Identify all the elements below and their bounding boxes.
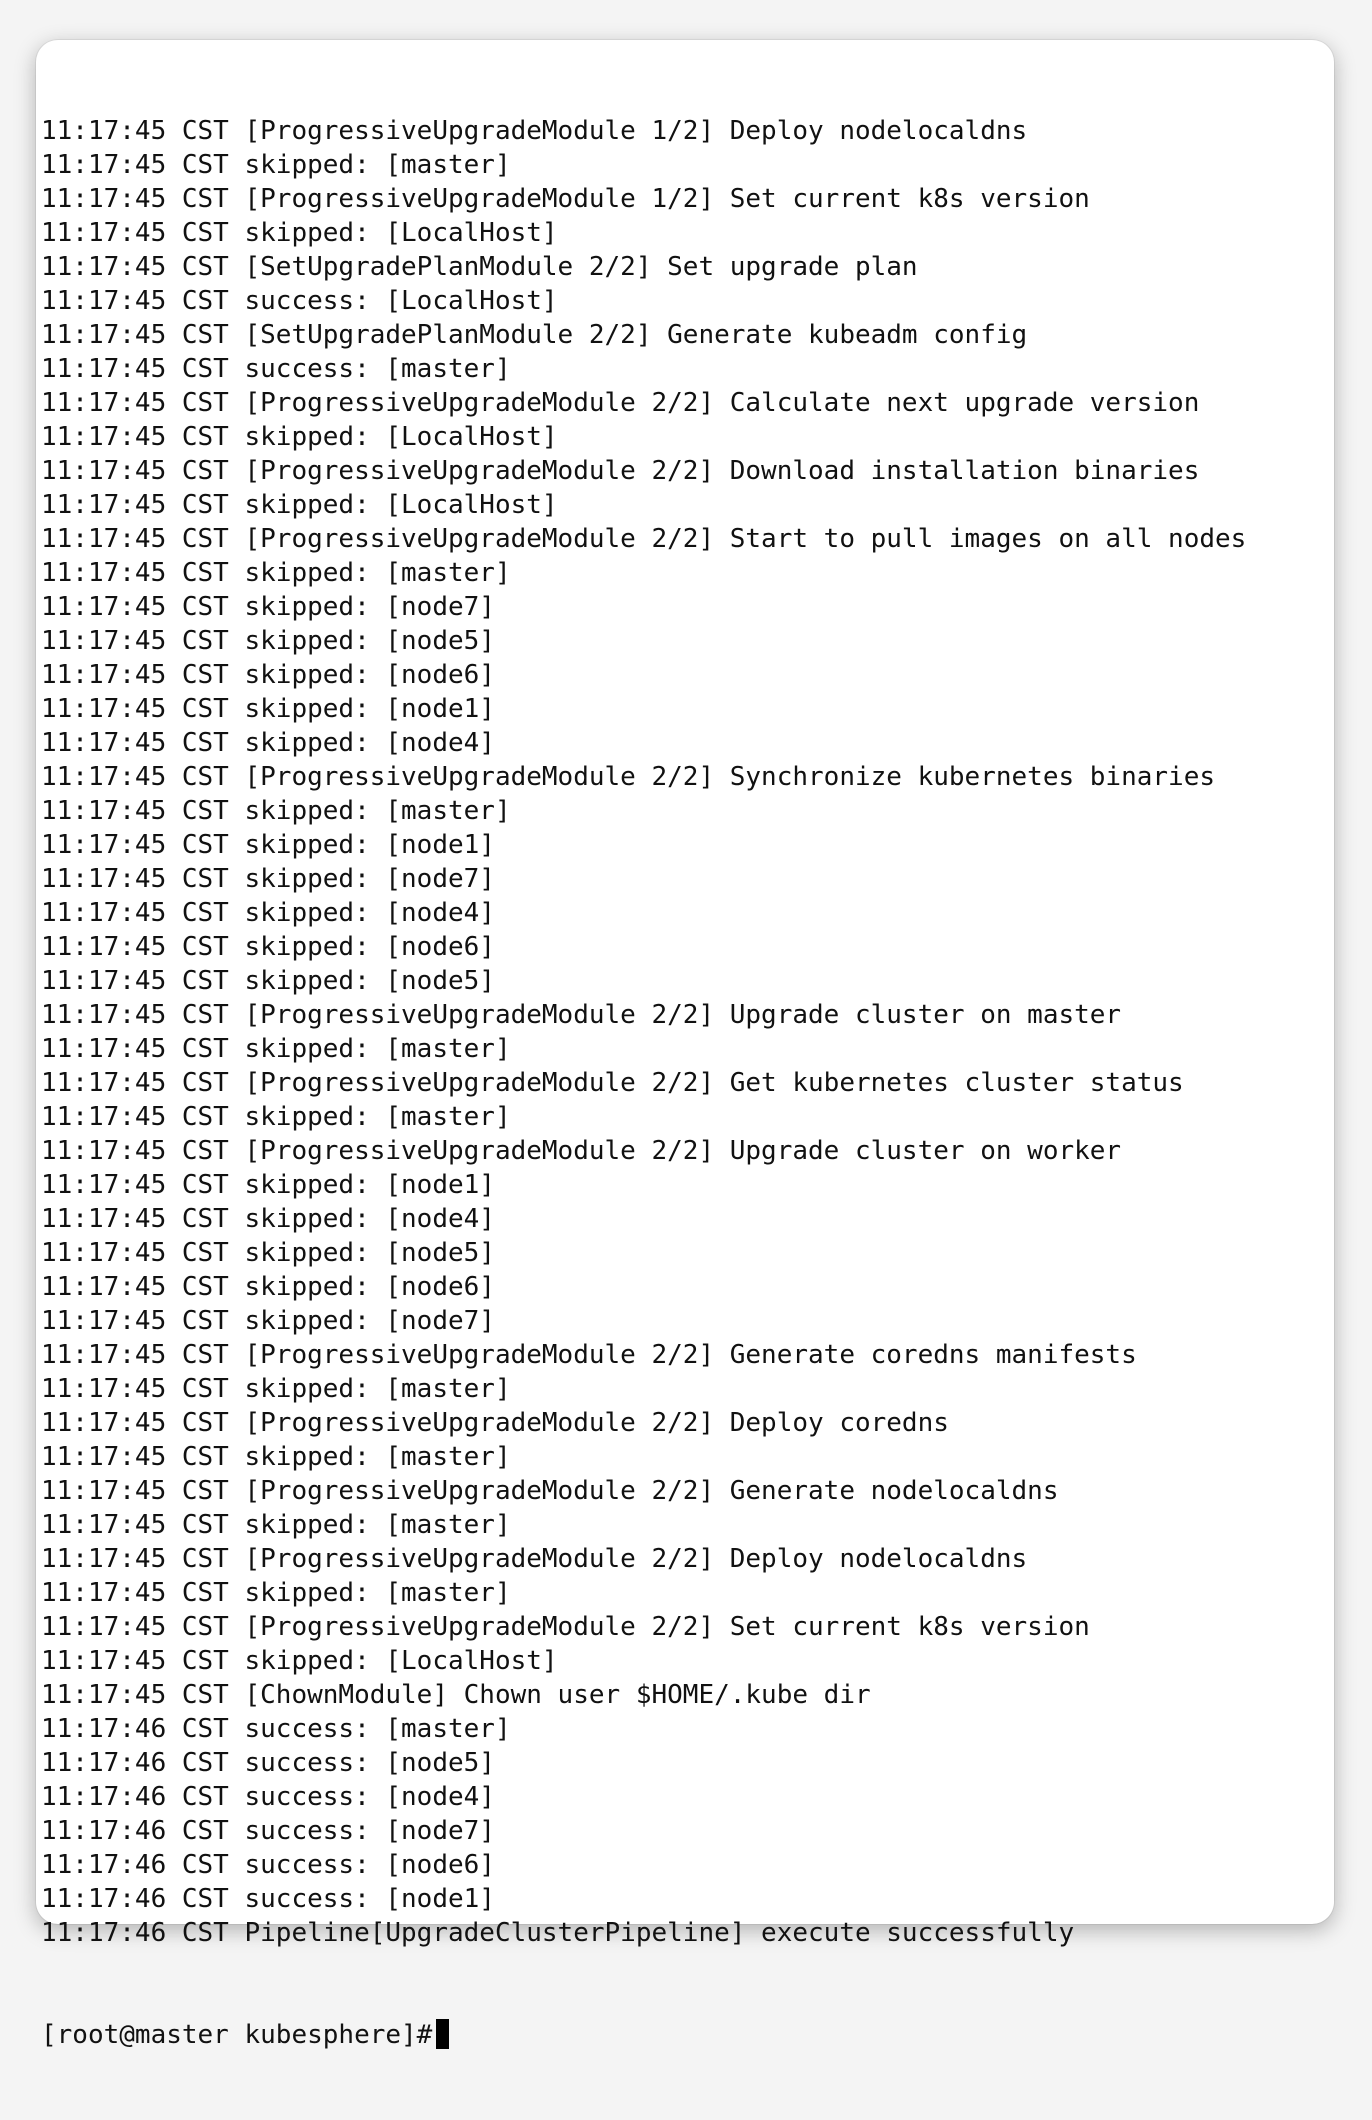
log-line: 11:17:45 CST [ProgressiveUpgradeModule 2/2] Set current k8s version (41, 1612, 1090, 1642)
log-line: 11:17:45 CST skipped: [node6] (41, 932, 495, 962)
log-line: 11:17:45 CST skipped: [master] (41, 1442, 511, 1472)
log-line: 11:17:45 CST [ProgressiveUpgradeModule 1/2] Set current k8s version (41, 184, 1090, 214)
log-line: 11:17:45 CST skipped: [node1] (41, 830, 495, 860)
log-line: 11:17:45 CST skipped: [node6] (41, 660, 495, 690)
log-line: 11:17:45 CST [ProgressiveUpgradeModule 2/2] Upgrade cluster on master (41, 1000, 1122, 1030)
log-line: 11:17:45 CST [SetUpgradePlanModule 2/2] Generate kubeadm config (41, 320, 1028, 350)
log-line: 11:17:45 CST skipped: [master] (41, 1374, 511, 1404)
log-line: 11:17:45 CST skipped: [LocalHost] (41, 422, 558, 452)
log-line: 11:17:45 CST skipped: [node6] (41, 1272, 495, 1302)
log-line: 11:17:45 CST skipped: [node4] (41, 898, 495, 928)
log-line: 11:17:45 CST skipped: [master] (41, 1102, 511, 1132)
log-line: 11:17:45 CST [ProgressiveUpgradeModule 2/2] Start to pull images on all nodes (41, 524, 1247, 554)
log-line: 11:17:46 CST success: [node5] (41, 1748, 495, 1778)
log-line: 11:17:45 CST skipped: [master] (41, 1034, 511, 1064)
terminal-output[interactable] (41, 46, 1324, 2050)
log-line: 11:17:45 CST [ProgressiveUpgradeModule 2/2] Get kubernetes cluster status (41, 1068, 1184, 1098)
log-line: 11:17:45 CST [ProgressiveUpgradeModule 2/2] Calculate next upgrade version (41, 388, 1200, 418)
log-line: 11:17:45 CST success: [LocalHost] (41, 286, 558, 316)
log-line: 11:17:45 CST [ProgressiveUpgradeModule 2/2] Download installation binaries (41, 456, 1200, 486)
log-line: 11:17:45 CST skipped: [LocalHost] (41, 1646, 558, 1676)
log-line: 11:17:45 CST skipped: [node7] (41, 592, 495, 622)
log-line: 11:17:45 CST [ProgressiveUpgradeModule 2/2] Deploy nodelocaldns (41, 1544, 1028, 1574)
log-line: 11:17:45 CST [ProgressiveUpgradeModule 1/2] Deploy nodelocaldns (41, 116, 1028, 146)
log-line: 11:17:45 CST skipped: [master] (41, 558, 511, 588)
log-line: 11:17:45 CST skipped: [node7] (41, 1306, 495, 1336)
shell-prompt: [root@master kubesphere]# (41, 2020, 433, 2050)
log-line: 11:17:45 CST skipped: [node7] (41, 864, 495, 894)
log-line: 11:17:45 CST [ProgressiveUpgradeModule 2/2] Deploy coredns (41, 1408, 949, 1438)
log-line: 11:17:45 CST skipped: [master] (41, 150, 511, 180)
log-line: 11:17:45 CST skipped: [LocalHost] (41, 490, 558, 520)
log-line: 11:17:46 CST success: [master] (41, 1714, 511, 1744)
log-line: 11:17:46 CST success: [node1] (41, 1884, 495, 1914)
log-line: 11:17:45 CST success: [master] (41, 354, 511, 384)
log-line: 11:17:45 CST [ProgressiveUpgradeModule 2/2] Upgrade cluster on worker (41, 1136, 1122, 1166)
terminal-window (36, 40, 1334, 2050)
log-line: 11:17:45 CST [SetUpgradePlanModule 2/2] Set upgrade plan (41, 252, 918, 282)
log-line: 11:17:45 CST skipped: [node5] (41, 1238, 495, 1268)
log-line: 11:17:45 CST skipped: [node5] (41, 626, 495, 656)
log-line: 11:17:45 CST skipped: [master] (41, 1510, 511, 1540)
log-line: 11:17:45 CST [ProgressiveUpgradeModule 2/2] Generate coredns manifests (41, 1340, 1137, 1370)
log-line: 11:17:46 CST success: [node7] (41, 1816, 495, 1846)
log-line: 11:17:45 CST skipped: [node1] (41, 694, 495, 724)
log-line: 11:17:46 CST success: [node6] (41, 1850, 495, 1880)
log-line: 11:17:45 CST skipped: [LocalHost] (41, 218, 558, 248)
log-line: 11:17:45 CST [ProgressiveUpgradeModule 2/2] Synchronize kubernetes binaries (41, 762, 1215, 792)
log-line: 11:17:46 CST success: [node4] (41, 1782, 495, 1812)
shell-prompt-line[interactable] (41, 2018, 1324, 2052)
log-line: 11:17:45 CST [ProgressiveUpgradeModule 2/2] Generate nodelocaldns (41, 1476, 1059, 1506)
log-line: 11:17:45 CST skipped: [node4] (41, 728, 495, 758)
log-line: 11:17:45 CST skipped: [node5] (41, 966, 495, 996)
log-line: 11:17:46 CST Pipeline[UpgradeClusterPipeline] execute successfully (41, 1918, 1075, 1948)
text-cursor (436, 2019, 449, 2049)
log-line: 11:17:45 CST skipped: [node4] (41, 1204, 495, 1234)
log-line: 11:17:45 CST skipped: [node1] (41, 1170, 495, 1200)
log-line: 11:17:45 CST skipped: [master] (41, 1578, 511, 1608)
log-line: 11:17:45 CST skipped: [master] (41, 796, 511, 826)
log-line: 11:17:45 CST [ChownModule] Chown user $HOME/.kube dir (41, 1680, 871, 1710)
log-output (41, 114, 1324, 1950)
